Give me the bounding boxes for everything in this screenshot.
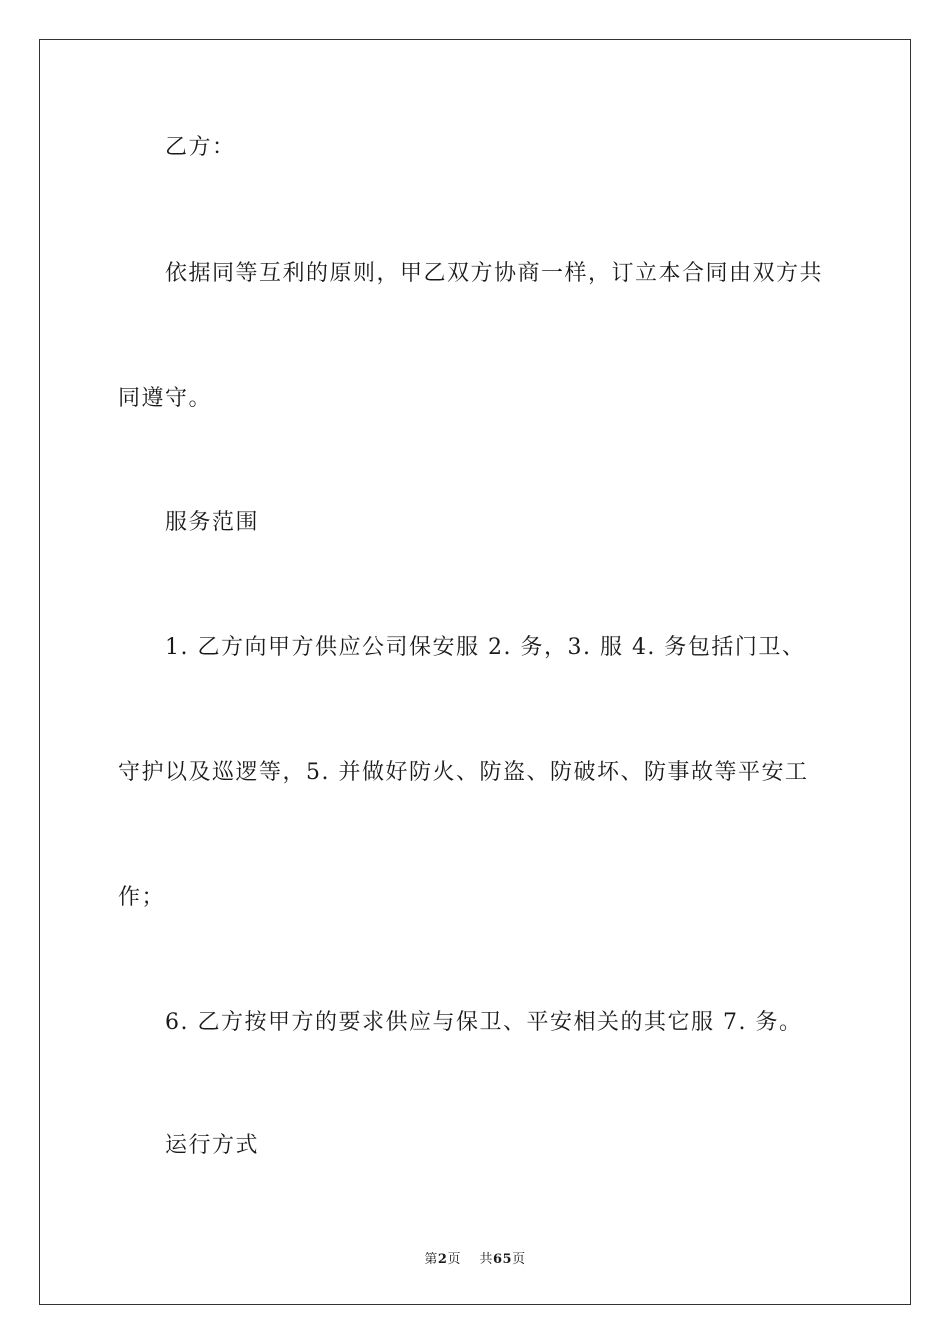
paragraph-principle-line-1: 依据同等互利的原则，甲乙双方协商一样，订立本合同由双方共	[165, 261, 824, 286]
paragraph-item-6: 6. 乙方按甲方的要求供应与保卫、平安相关的其它服 7. 务。	[165, 1010, 803, 1035]
page-border	[39, 39, 911, 1305]
paragraph-principle-line-2: 同遵守。	[118, 386, 213, 411]
footer-middle: 页 共	[447, 1252, 493, 1267]
footer-total-pages: 65	[492, 1252, 513, 1267]
page-footer	[0, 1248, 950, 1267]
section-heading-service-scope: 服务范围	[165, 510, 260, 535]
footer-page-number: 2	[437, 1252, 448, 1267]
footer-suffix: 页	[512, 1252, 526, 1267]
paragraph-party-b: 乙方：	[165, 135, 236, 160]
paragraph-item-1-line-1: 1. 乙方向甲方供应公司保安服 2. 务，3. 服 4. 务包括门卫、	[165, 635, 806, 660]
footer-prefix: 第	[424, 1252, 438, 1267]
paragraph-item-1-line-3: 作；	[118, 885, 166, 910]
section-heading-operation-mode: 运行方式	[165, 1133, 260, 1158]
paragraph-item-1-line-2: 守护以及巡逻等，5. 并做好防火、防盗、防破坏、防事故等平安工	[118, 760, 809, 785]
